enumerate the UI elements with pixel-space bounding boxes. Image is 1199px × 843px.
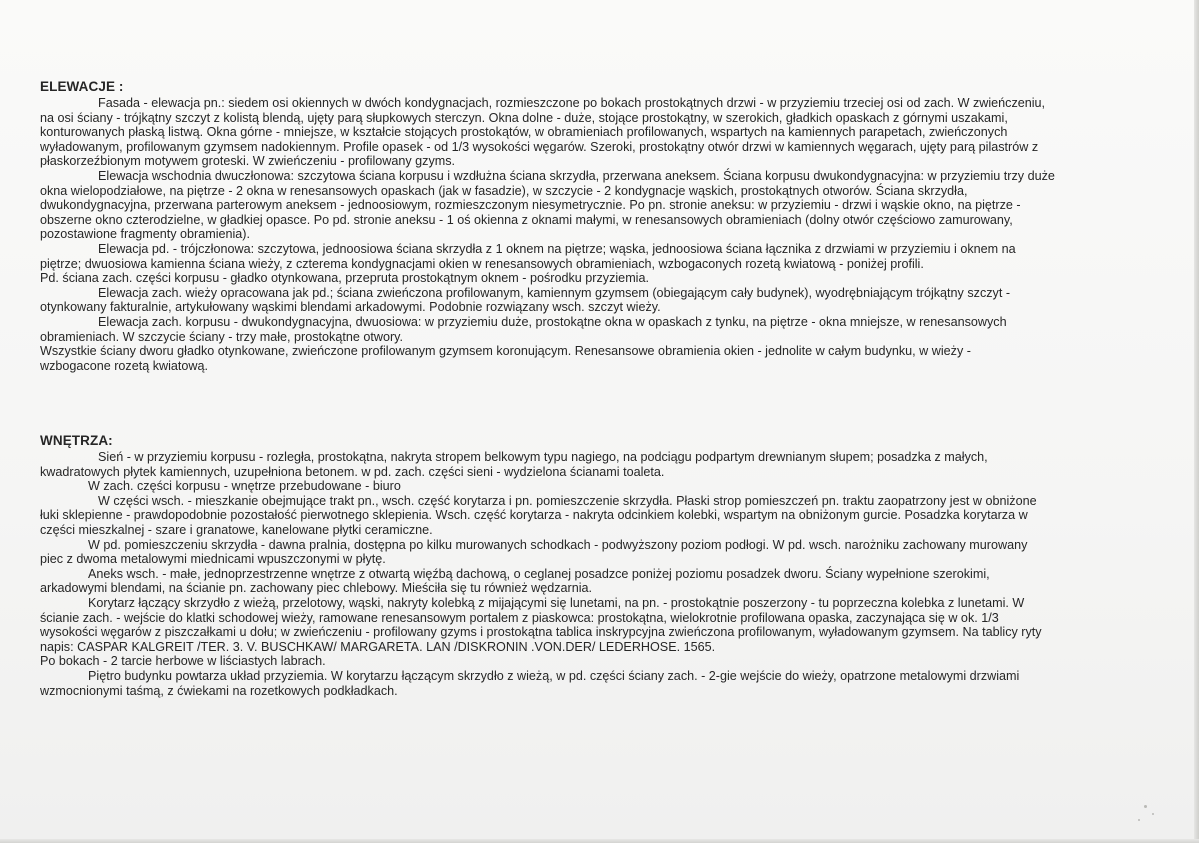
section-heading-elewacje: ELEWACJE : — [40, 79, 124, 94]
text-line: wzmocnionymi taśmą, z ćwiekami na rozetkowych podkładkach. — [40, 683, 398, 698]
text-line: wzbogacone rozetą kwiatową. — [40, 358, 209, 373]
text-line: Elewacja pd. - trójczłonowa: szczytowa, jednoosiowa ściana skrzydła z 1 oknem na piętrze; wąska, jednoosiowa ściana łącznika z drzwiami w przyziemiu i oknem na — [98, 241, 1016, 256]
text-line: Elewacja zach. korpusu - dwukondygnacyjna, dwuosiowa: w przyziemiu duże, prostokątne okna w opaskach z tynku, na piętrze - okna mniejsze, w renesansowych — [98, 314, 1007, 329]
text-line: Wszystkie ściany dworu gładko otynkowane, zwieńczone profilowanym gzymsem koronującym. Renesansowe obramienia okien - jednolite w całym budynku, w wieży - — [40, 344, 971, 359]
text-line: płaskorzeźbionym motywem groteski. W zwieńczeniu - profilowany gzyms. — [40, 154, 456, 169]
text-line: części mieszkalnej - szare i granatowe, kanelowane płytki ceramiczne. — [40, 522, 433, 537]
text-line: kwadratowych płytek kamiennych, uzupełniona betonem. w pd. zach. części sieni - wydzielona ścianami toaleta. — [40, 464, 665, 479]
text-line: W pd. pomieszczeniu skrzydła - dawna pralnia, dostępna po kilku murowanych schodkach - podwyższony poziom podłogi. W pd. wsch. narożniku zachowany murowany — [88, 537, 1028, 552]
section-heading-wnetrza: WNĘTRZA: — [40, 433, 113, 448]
text-line: Piętro budynku powtarza układ przyziemia. W korytarzu łączącym skrzydło z wieżą, w pd. części ściany zach. - 2-gie wejście do wieży, opatrzone metalowymi drzwiami — [88, 668, 1020, 683]
text-line: piętrze; dwuosiowa kamienna ściana wieży, z czterema kondygnacjami okien w renesansowych obramieniach, wzbogaconych rozetą kwiatową - poniżej profili. — [40, 256, 924, 271]
scan-speck — [1144, 805, 1147, 808]
scan-speck — [1152, 813, 1154, 815]
text-line: dwukondygnacyjna, przerwana parterowym aneksem - jednoosiowym, rozmieszczonym niesymetrycznie. Po pn. stronie aneksu: w przyziemiu - drzwi i wąskie okno, na piętrze - — [40, 198, 1021, 213]
text-line: W części wsch. - mieszkanie obejmujące trakt pn., wsch. część korytarza i pn. pomieszczenie skrzydła. Płaski strop pomieszczeń pn. traktu zaopatrzony jest w obniżone — [98, 493, 1037, 508]
text-line: wyładowanym, profilowanym gzymsem nadokiennym. Profile opasek - od 1/3 wysokości węgarów. Szeroki, prostokątny otwór drzwi w kamiennych węgarach, ujęty parą pilastrów z — [40, 139, 1039, 154]
text-line: piec z dwoma metalowymi miednicami wpuszczonymi w płytę. — [40, 552, 386, 567]
text-line: wysokości węgarów z piszczałkami u dołu; w zwieńczeniu - profilowany gzyms i prostokątna tablica inskrypcyjna zwieńczona profilowanym, wyładowanym gzymsem. Na tablicy ryty — [40, 625, 1042, 640]
text-line: otynkowany fakturalnie, artykułowany wąskimi blendami arkadowymi. Podobnie rozwiązany wsch. szczyt wieży. — [40, 300, 661, 315]
text-line: Po bokach - 2 tarcie herbowe w liściastych labrach. — [40, 654, 326, 669]
text-line: Pd. ściana zach. części korpusu - gładko otynkowana, przepruta prostokątnym oknem - pośrodku przyziemia. — [40, 271, 649, 286]
section-body-elewacje — [40, 96, 1180, 373]
text-line: obramieniach. W szczycie ściany - trzy małe, prostokątne otwory. — [40, 329, 404, 344]
text-line: napis: CASPAR KALGREIT /TER. 3. V. BUSCHKAW/ MARGARETA. LAN /DISKRONIN .VON.DER/ LEDERHOSE. 1565. — [40, 639, 716, 654]
text-line: ścianie zach. - wejście do klatki schodowej wieży, ramowane renesansowym portalem z piaskowca: prostokątna, wielokrotnie profilowana opaska, zaczynająca się w ok. 1/3 — [40, 610, 999, 625]
text-line: W zach. części korpusu - wnętrze przebudowane - biuro — [88, 479, 401, 494]
text-line: okna wielopodziałowe, na piętrze - 2 okna w renesansowych opaskach (jak w fasadzie), w szczycie - 2 kondygnacje wąskich, prostokątnych otworów. Ściana skrzydła, — [40, 183, 968, 198]
text-line: Elewacja wschodnia dwuczłonowa: szczytowa ściana korpusu i wzdłużna ściana skrzydła, przerwana aneksem. Ściana korpusu dwukondygnacyjna: w przyziemiu trzy duże — [98, 168, 1055, 183]
text-line: konturowanych płaską listwą. Okna górne - mniejsze, w kształcie stojących prostokątów, w obramieniach profilowanych, wspartych na kamiennych parapetach, zwieńczonych — [40, 125, 1008, 140]
scan-speck — [1138, 819, 1140, 821]
text-line: Fasada - elewacja pn.: siedem osi okiennych w dwóch kondygnacjach, rozmieszczone po bokach prostokątnych drzwi - w przyziemiu trzeciej osi od zach. W zwieńczeniu, — [98, 96, 1046, 110]
text-line: Sień - w przyziemiu korpusu - rozległa, prostokątna, nakryta stropem belkowym typu nagiego, na podciągu podpartym drewnianym słupem; posadzka z małych, — [98, 450, 988, 464]
text-line: Aneks wsch. - małe, jednoprzestrzenne wnętrze z otwartą więźbą dachową, o ceglanej posadzce poniżej poziomu posadzek dworu. Ściany wypełnione szerokimi, — [88, 566, 990, 581]
text-line: arkadowymi blendami, na ścianie pn. zachowany piec chlebowy. Mieściła się tu również wędzarnia. — [40, 581, 593, 596]
text-line: Korytarz łączący skrzydło z wieżą, przelotowy, wąski, nakryty kolebką z mijającymi się lunetami, na pn. - prostokątnie poszerzony - tu poprzeczna kolebka z lunetami. W — [88, 595, 1025, 610]
page-edge-shadow-right — [1194, 0, 1199, 843]
text-line: obszerne okno czterodzielne, w gładkiej opasce. Po pd. stronie aneksu - 1 oś okienna z oknami małymi, w renesansowych obramieniach (dolny otwór częściowo zamurowany, — [40, 212, 1013, 227]
text-line: Elewacja zach. wieży opracowana jak pd.; ściana zwieńczona profilowanym, kamiennym gzymsem (obiegającym cały budynek), wyodrębniającym trójkątny szczyt - — [98, 285, 1011, 300]
text-line: pozostawione fragmenty obramienia). — [40, 227, 251, 242]
text-line: łuki sklepienne - prawdopodobnie pozostałość pierwotnego sklepienia. Wsch. część korytarza - nakryta odcinkiem kolebki, wspartym na obniżonym gurcie. Posadzka korytarza w — [40, 508, 1028, 523]
text-line: na osi ściany - trójkątny szczyt z kolistą blendą, ujęty parą słupkowych sterczyn. Okna dolne - duże, stojące prostokątny, w szerokich, gładkich opaskach z górnymi uszakami, — [40, 110, 1008, 125]
page-edge-shadow-bottom — [0, 839, 1199, 843]
section-body-wnetrza — [40, 450, 1180, 698]
